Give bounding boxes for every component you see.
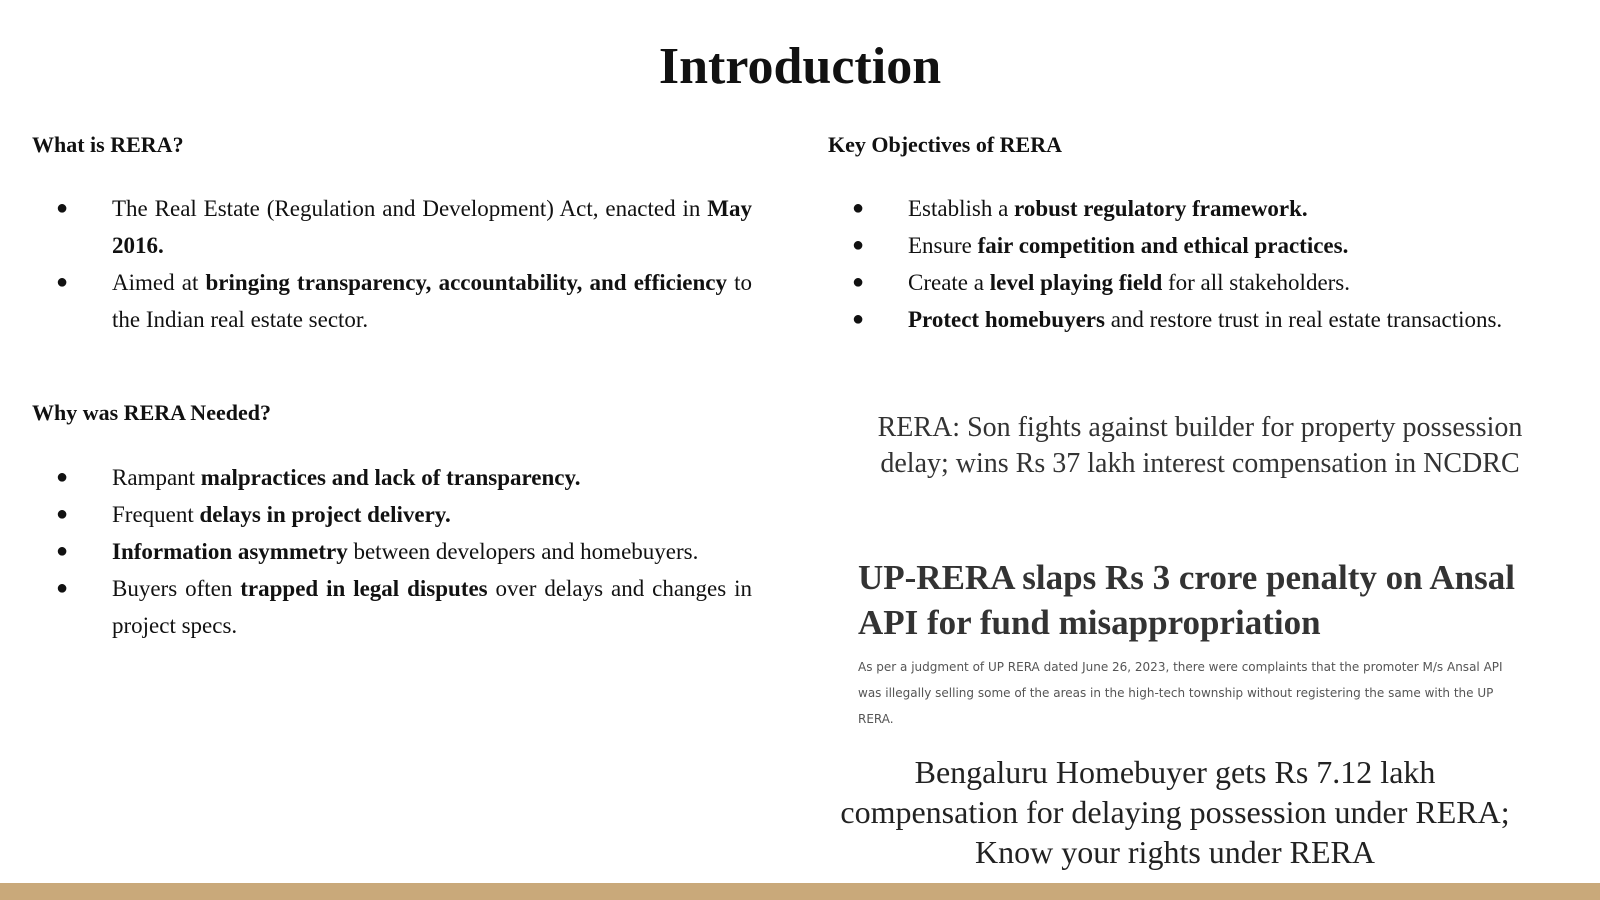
bullet-text: Ensure — [908, 233, 978, 258]
bullet-item — [32, 533, 752, 570]
bullet-text: for all stakeholders. — [1162, 270, 1351, 295]
news-headline-bengaluru: Bengaluru Homebuyer gets Rs 7.12 lakh compensation for delaying possession under RERA; Know your rights under RERA — [840, 754, 1510, 870]
bullet-bold-text: Protect homebuyers — [908, 307, 1105, 332]
bullet-dot-icon: ● — [56, 466, 69, 488]
bullet-list-why-needed — [32, 459, 752, 644]
bullet-dot-icon: ● — [852, 308, 865, 330]
bullet-dot-icon: ● — [56, 197, 69, 219]
slide-title: Introduction — [658, 38, 942, 95]
bullet-bold-text: malpractices and lack of transparency. — [200, 465, 581, 490]
bullet-item — [828, 301, 1544, 338]
bullet-dot-icon: ● — [852, 234, 865, 256]
bullet-text: The Real Estate (Regulation and Development) Act, enacted in — [112, 196, 708, 221]
bullet-text: Frequent — [112, 502, 200, 527]
bullet-bold-text: level playing field — [989, 270, 1163, 295]
bullet-item — [32, 570, 752, 644]
bullet-text: between developers and homebuyers. — [347, 539, 699, 564]
bullet-dot-icon: ● — [56, 271, 69, 293]
bullet-bold-text: fair competition and ethical practices. — [977, 233, 1349, 258]
bullet-bold-text: trapped in legal disputes — [240, 576, 488, 601]
bullet-item — [828, 227, 1544, 264]
bullet-bold-text: bringing transparency, accountability, and efficiency — [205, 270, 727, 295]
bullet-text: Buyers often — [112, 576, 241, 601]
news-headline-ncdrc: RERA: Son fights against builder for property possession delay; wins Rs 37 lakh interest compensation in NCDRC — [877, 412, 1523, 479]
bullet-bold-text: delays in project delivery. — [199, 502, 451, 527]
bullet-dot-icon: ● — [56, 503, 69, 525]
bullet-dot-icon: ● — [56, 577, 69, 599]
bullet-text: and restore trust in real estate transactions. — [1104, 307, 1503, 332]
bullet-item — [32, 459, 752, 496]
section-heading-what-is-rera: What is RERA? — [32, 132, 184, 157]
bullet-text: Create a — [908, 270, 990, 295]
bullet-bold-text: robust regulatory framework. — [1014, 196, 1308, 221]
bullet-item — [32, 264, 752, 338]
bullet-item — [32, 496, 752, 533]
footer-accent-bar — [0, 883, 1600, 900]
bullet-item — [32, 190, 752, 264]
bullet-dot-icon: ● — [852, 271, 865, 293]
bullet-dot-icon: ● — [852, 197, 865, 219]
bullet-list-what-is-rera — [32, 190, 752, 338]
bullet-bold-text: May 2016. — [112, 196, 752, 258]
bullet-text: Aimed at — [112, 270, 206, 295]
bullet-text: Establish a — [908, 196, 1015, 221]
news-headline-up-rera: UP-RERA slaps Rs 3 crore penalty on Ansal API for fund misappropriation — [858, 558, 1515, 642]
bullet-item — [828, 190, 1544, 227]
bullet-text: over delays and changes in project specs. — [112, 576, 752, 638]
bullet-list-key-objectives — [828, 190, 1544, 338]
bullet-item — [828, 264, 1544, 301]
news-headline-up-rera-summary: As per a judgment of UP RERA dated June 26, 2023, there were complaints that the promoter M/s Ansal API was illegally selling some of the areas in the high-tech township without registering the same with the UP RERA. — [858, 660, 1503, 726]
section-heading-why-needed: Why was RERA Needed? — [32, 400, 271, 425]
bullet-text: to the Indian real estate sector. — [112, 270, 752, 332]
section-heading-key-objectives: Key Objectives of RERA — [828, 132, 1063, 157]
bullet-text: Rampant — [112, 465, 201, 490]
bullet-bold-text: Information asymmetry — [112, 539, 348, 564]
bullet-dot-icon: ● — [56, 540, 69, 562]
